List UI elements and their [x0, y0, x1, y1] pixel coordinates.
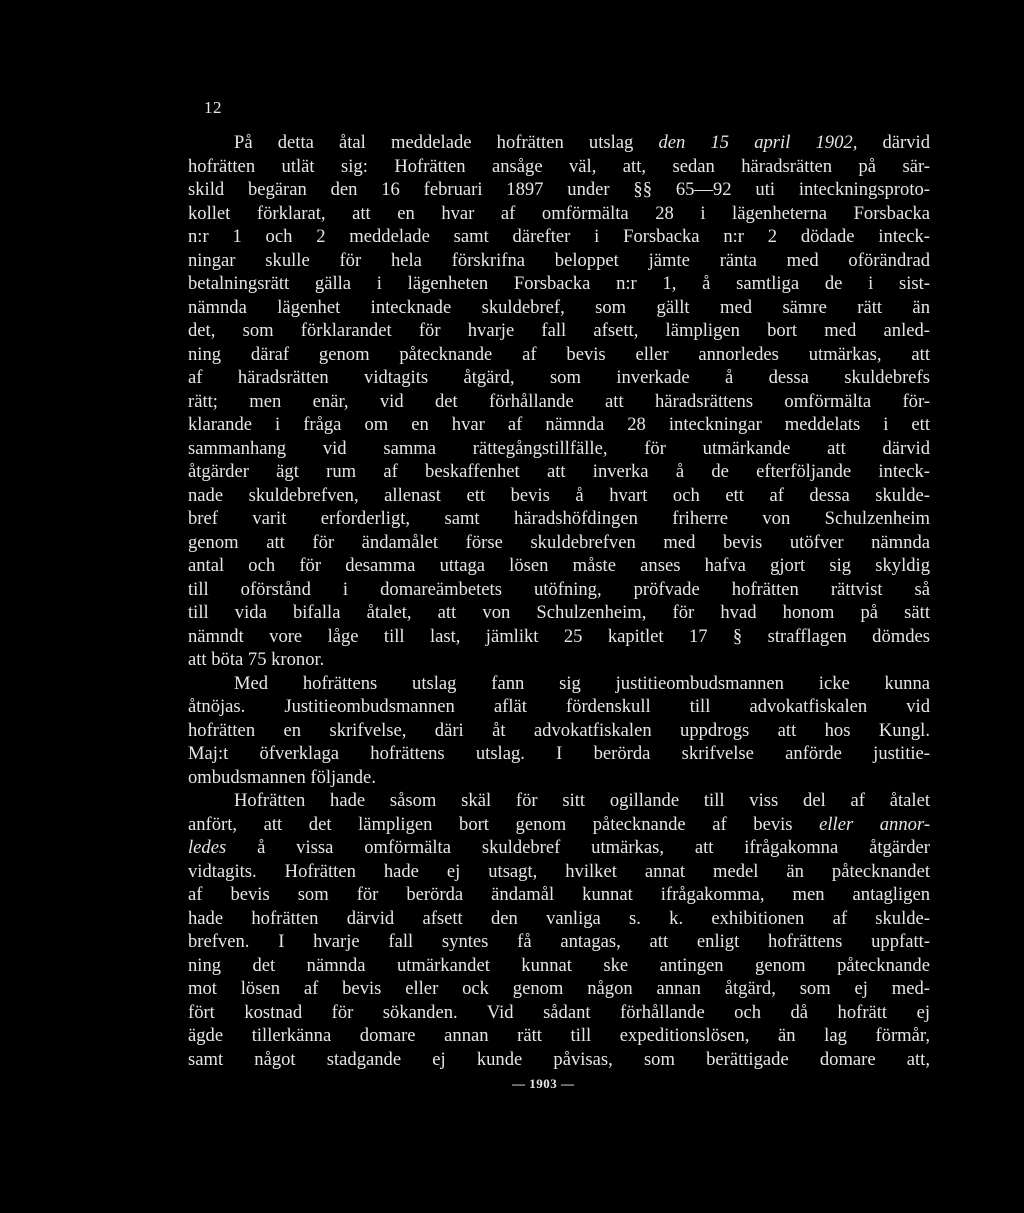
text-line — [188, 742, 930, 766]
text-segment: af häradsrätten vidtagits åtgärd, som inverkade å dessa skuldebrefs — [188, 367, 930, 388]
body-text — [188, 131, 930, 1071]
text-segment: att böta 75 kronor. — [188, 649, 325, 670]
text-segment: klarande i fråga om en hvar af nämnda 28 inteckningar meddelats i ett — [188, 414, 930, 435]
text-line — [188, 484, 930, 508]
text-segment: nade skuldebrefven, allenast ett bevis å hvart och ett af dessa skulde- — [188, 484, 930, 506]
text-segment: genom att för ändamålet förse skuldebrefven med bevis utöfver nämnda — [188, 531, 930, 553]
text-segment: rätt; men enär, vid det förhållande att häradsrättens omförmälta för- — [188, 390, 930, 412]
text-segment: af bevis som för berörda ändamål kunnat ifrågakomma, men antagligen — [188, 884, 930, 905]
text-line — [188, 883, 930, 907]
paragraph-appeal — [188, 672, 930, 790]
text-segment: hade hofrätten därvid afsett den vanliga s. k. exhibitionen af skulde- — [188, 907, 930, 929]
text-segment: betalningsrätt gälla i lägenheten Forsbacka n:r 1, å samtliga de i sist- — [188, 273, 930, 294]
text-segment: brefven. I hvarje fall syntes få antagas, att enligt hofrättens uppfatt- — [188, 931, 930, 952]
text-segment: skild begäran den 16 februari 1897 under §§ 65—92 uti inteckningsproto- — [188, 179, 930, 200]
text-segment: åtnöjas. Justitieombudsmannen aflät fördenskull till advokatfiskalen vid — [188, 696, 930, 717]
text-segment: ägde tillerkänna domare annan rätt till expeditionslösen, än lag förmår, — [188, 1025, 930, 1046]
text-line — [188, 813, 930, 837]
page-number: 12 — [204, 98, 222, 117]
text-line — [188, 507, 930, 531]
text-segment: anfört, att det lämpligen bort genom påtecknande af bevis — [188, 813, 820, 835]
text-segment: nämnda lägenhet intecknade skuldebref, som gällt med sämre rätt än — [188, 296, 930, 318]
text-segment: ombudsmannen följande. — [188, 766, 376, 788]
text-line — [188, 1048, 930, 1072]
text-segment: På detta åtal meddelade hofrätten utslag — [234, 132, 659, 153]
text-line — [188, 131, 930, 155]
text-line — [188, 366, 930, 390]
text-segment: Med hofrättens utslag fann sig justitieombudsmannen icke kunna — [234, 672, 930, 694]
text-line — [188, 836, 930, 860]
text-line — [188, 695, 930, 719]
text-line — [188, 766, 930, 790]
text-segment: till oförstånd i domareämbetets utöfning, pröfvade hofrätten rättvist så — [188, 578, 930, 600]
text-line — [188, 296, 930, 320]
text-segment: ning det nämnda utmärkandet kunnat ske antingen genom påtecknande — [188, 954, 930, 976]
text-line — [188, 155, 930, 179]
text-line — [188, 1001, 930, 1025]
text-line — [188, 390, 930, 414]
italic-segment: eller annor- — [819, 813, 931, 835]
text-line — [188, 460, 930, 484]
text-segment: antal och för desamma uttaga lösen måste anses hafva gjort sig skyldig — [188, 555, 930, 576]
italic-segment: den 15 april 1902, — [658, 132, 858, 153]
text-line — [188, 907, 930, 931]
text-line — [188, 178, 930, 202]
text-segment: Maj:t öfverklaga hofrättens utslag. I berörda skrifvelse anförde justitie- — [188, 743, 930, 764]
text-segment: vidtagits. Hofrätten hade ej utsagt, hvilket annat medel än påtecknandet — [188, 860, 930, 882]
text-line — [188, 977, 930, 1001]
text-segment: hofrätten utlät sig: Hofrätten ansåge väl, att, sedan häradsrätten på sär- — [188, 155, 930, 177]
text-segment: fört kostnad för sökanden. Vid sådant förhållande och då hofrätt ej — [188, 1001, 930, 1023]
text-segment: kollet förklarat, att en hvar af omförmälta 28 i lägenheterna Forsbacka — [188, 202, 930, 224]
text-line — [188, 249, 930, 273]
text-line — [188, 719, 930, 743]
text-segment: det, som förklarandet för hvarje fall afsett, lämpligen bort med anled- — [188, 320, 930, 341]
footer-year-mark: — 1903 — — [512, 1076, 575, 1091]
text-line — [188, 531, 930, 555]
text-line — [188, 789, 930, 813]
text-segment: n:r 1 och 2 meddelade samt därefter i Forsbacka n:r 2 dödade inteck- — [188, 226, 930, 247]
text-line — [188, 319, 930, 343]
text-line — [188, 413, 930, 437]
text-line — [188, 648, 930, 672]
text-line — [188, 578, 930, 602]
paragraph-verdict — [188, 131, 930, 672]
text-line — [188, 1024, 930, 1048]
text-segment: samt något stadgande ej kunde påvisas, som berättigade domare att, — [188, 1048, 930, 1070]
text-segment: sammanhang vid samma rättegångstillfälle, för utmärkande att därvid — [188, 437, 930, 459]
paragraph-argument — [188, 789, 930, 1071]
text-segment: ning däraf genom påtecknande af bevis eller annorledes utmärkas, att — [188, 343, 930, 365]
text-segment: Hofrätten hade såsom skäl för sitt ogillande till viss del af åtalet — [234, 790, 930, 811]
text-segment: ningar skulle för hela förskrifna beloppet jämte ränta med oförändrad — [188, 249, 930, 271]
text-line — [188, 601, 930, 625]
text-line — [188, 672, 930, 696]
text-segment: därvid — [857, 132, 931, 153]
text-line — [188, 554, 930, 578]
text-line — [188, 343, 930, 367]
text-line — [188, 437, 930, 461]
text-segment: åtgärder ägt rum af beskaffenhet att inverka å de efterföljande inteck- — [188, 461, 930, 482]
text-line — [188, 954, 930, 978]
text-segment: till vida bifalla åtalet, att von Schulzenheim, för hvad honom på sätt — [188, 602, 930, 623]
text-line — [188, 202, 930, 226]
text-segment: nämndt vore låge till last, jämlikt 25 kapitlet 17 § strafflagen dömdes — [188, 625, 930, 647]
text-line — [188, 860, 930, 884]
italic-segment: ledes — [188, 837, 227, 858]
text-segment: hofrätten en skrifvelse, däri åt advokatfiskalen uppdrogs att hos Kungl. — [188, 719, 930, 741]
text-line — [188, 272, 930, 296]
text-segment: bref varit erforderligt, samt häradshöfdingen friherre von Schulzenheim — [188, 508, 930, 529]
text-segment: mot lösen af bevis eller ock genom någon annan åtgärd, som ej med- — [188, 978, 930, 999]
text-line — [188, 930, 930, 954]
text-line — [188, 225, 930, 249]
text-segment: å vissa omförmälta skuldebref utmärkas, att ifrågakomna åtgärder — [226, 837, 930, 858]
text-line — [188, 625, 930, 649]
